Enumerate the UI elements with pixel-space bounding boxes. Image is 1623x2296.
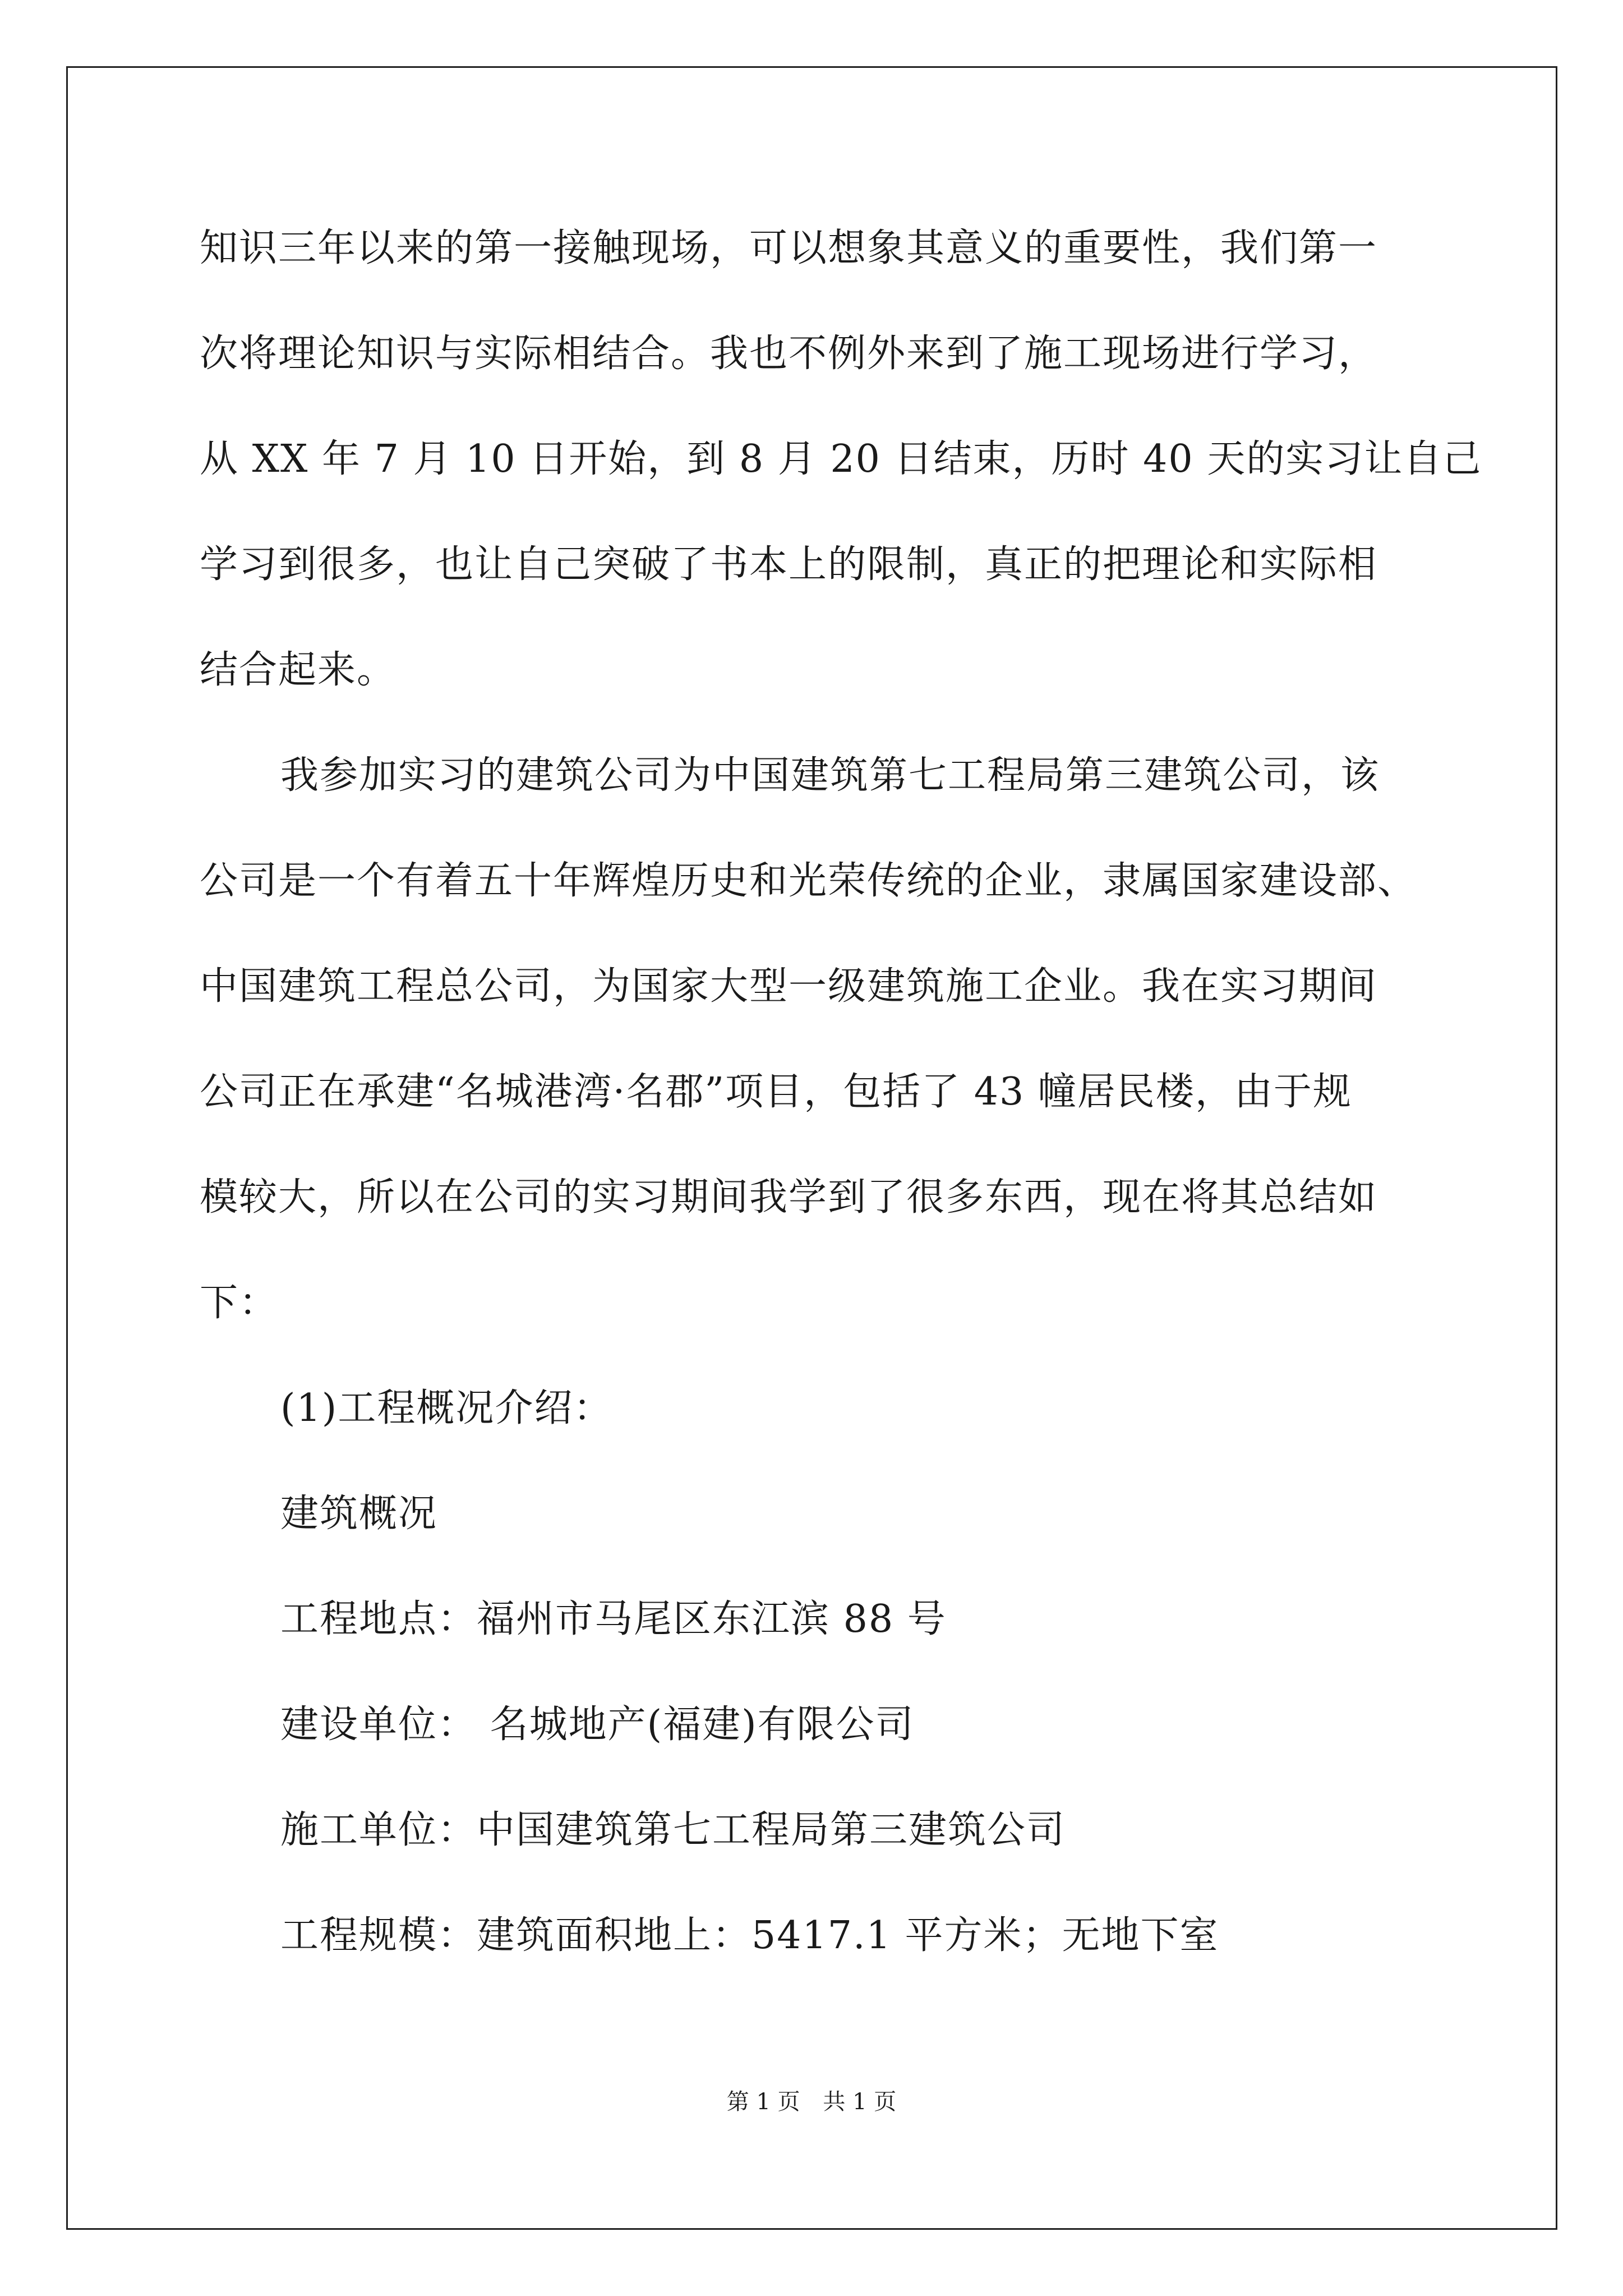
paragraph-line: 公司正在承建“名城港湾·名郡”项目，包括了 43 幢居民楼，由于规 — [200, 1070, 1352, 1114]
page-border — [66, 66, 1557, 2230]
paragraph-line: 结合起来。 — [200, 648, 396, 692]
paragraph-line: 我参加实习的建筑公司为中国建筑第七工程局第三建筑公司，该 — [280, 753, 1380, 798]
subheading: 建筑概况 — [280, 1492, 438, 1536]
paragraph-line: 从 XX 年 7 月 10 日开始，到 8 月 20 日结束，历时 40 天的实习让自己 — [200, 437, 1482, 481]
paragraph-line: 模较大，所以在公司的实习期间我学到了很多东西，现在将其总结如 — [200, 1175, 1378, 1220]
paragraph-line: 知识三年以来的第一接触现场，可以想象其意义的重要性，我们第一 — [200, 226, 1378, 270]
paragraph-line: 下： — [200, 1281, 279, 1325]
page-total: 共 1 页 — [823, 2089, 897, 2115]
detail-developer: 建设单位： 名城地产(福建)有限公司 — [280, 1703, 915, 1747]
page-number: 第 1 页 — [726, 2089, 800, 2115]
paragraph-line: 次将理论知识与实际相结合。我也不例外来到了施工现场进行学习， — [200, 332, 1378, 376]
paragraph-line: 公司是一个有着五十年辉煌历史和光荣传统的企业，隶属国家建设部、 — [200, 859, 1417, 903]
detail-contractor: 施工单位：中国建筑第七工程局第三建筑公司 — [280, 1808, 1066, 1852]
detail-scale: 工程规模：建筑面积地上：5417.1 平方米；无地下室 — [280, 1913, 1219, 1958]
detail-location: 工程地点：福州市马尾区东江滨 88 号 — [280, 1597, 947, 1641]
page-footer — [0, 2088, 1623, 2116]
section-heading: (1)工程概况介绍： — [280, 1386, 613, 1430]
paragraph-line: 学习到很多，也让自己突破了书本上的限制，真正的把理论和实际相 — [200, 542, 1378, 587]
paragraph-line: 中国建筑工程总公司，为国家大型一级建筑施工企业。我在实习期间 — [200, 964, 1378, 1009]
